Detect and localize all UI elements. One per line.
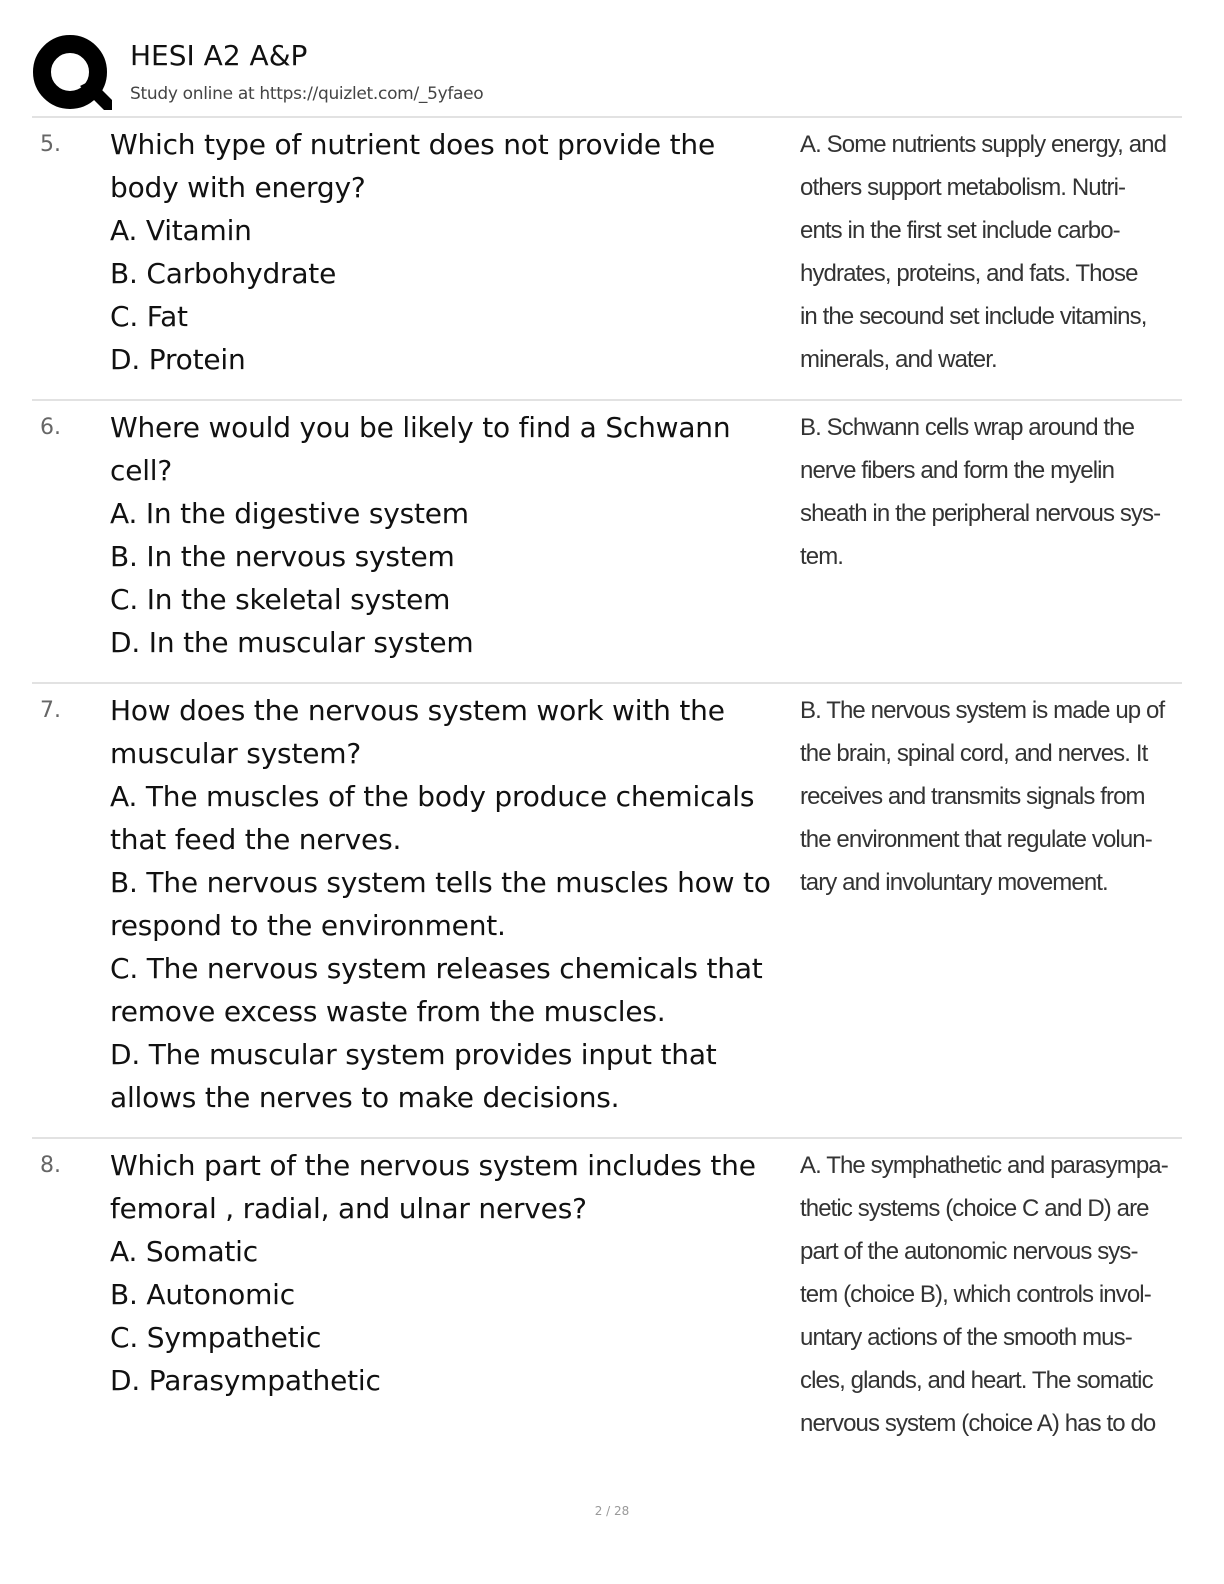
card-term [110,123,800,381]
term-line: femoral , radial, and ulnar nerves? [110,1192,587,1225]
definition-line: nerve fibers and form the myelin [800,457,1115,484]
flashcard-row [32,116,1182,399]
definition-line: A. Some nutrients supply energy, and [800,131,1167,158]
term-line: A. The muscles of the body produce chemicals [110,780,755,813]
page-header [32,30,1182,116]
definition-line: sheath in the peripheral nervous sys- [800,500,1161,527]
definition-line: nervous system (choice A) has to do [800,1410,1156,1437]
term-line: D. Protein [110,343,246,376]
definition-line: others support metabolism. Nutri- [800,174,1126,201]
term-line: B. Autonomic [110,1278,295,1311]
card-number: 6. [40,415,61,440]
term-line: Which part of the nervous system includes the [110,1149,756,1182]
definition-line: B. The nervous system is made up of [800,697,1165,724]
term-line: remove excess waste from the muscles. [110,995,666,1028]
card-definition [800,406,1182,664]
definition-line: thetic systems (choice C and D) are [800,1195,1149,1222]
card-number: 8. [40,1153,61,1178]
term-line: cell? [110,454,173,487]
page-number: 2 / 28 [594,1504,630,1518]
term-line: respond to the environment. [110,909,506,942]
definition-line: ents in the first set include carbo- [800,217,1120,244]
term-line: B. The nervous system tells the muscles how to [110,866,771,899]
card-number: 7. [40,698,61,723]
definition-line: B. Schwann cells wrap around the [800,414,1135,441]
flashcard-list [32,116,1182,1463]
term-line: muscular system? [110,737,361,770]
card-definition [800,123,1182,381]
term-line: D. In the muscular system [110,626,474,659]
term-line: that feed the nerves. [110,823,402,856]
flashcard-row [32,1137,1182,1463]
deck-title: HESI A2 A&P [130,39,308,72]
card-term [110,406,800,664]
definition-line: the brain, spinal cord, and nerves. It [800,740,1148,767]
definition-line: hydrates, proteins, and fats. Those [800,260,1138,287]
term-line: allows the nerves to make decisions. [110,1081,620,1114]
flashcard-row [32,399,1182,682]
card-term [110,689,800,1119]
term-line: Which type of nutrient does not provide the [110,128,715,161]
definition-line: the environment that regulate volun- [800,826,1152,853]
term-line: C. Sympathetic [110,1321,322,1354]
term-line: A. Vitamin [110,214,252,247]
study-online-link[interactable]: Study online at https://quizlet.com/_5yfaeo [130,84,484,104]
term-line: A. Somatic [110,1235,258,1268]
card-definition [800,1144,1182,1445]
quizlet-logo-icon [32,34,112,114]
term-line: C. Fat [110,300,188,333]
card-number: 5. [40,132,61,157]
term-line: C. In the skeletal system [110,583,451,616]
definition-line: receives and transmits signals from [800,783,1145,810]
definition-line: untary actions of the smooth mus- [800,1324,1132,1351]
definition-line: minerals, and water. [800,346,997,373]
term-line: C. The nervous system releases chemicals that [110,952,763,985]
card-term [110,1144,800,1445]
definition-line: in the secound set include vitamins, [800,303,1147,330]
definition-line: tem (choice B), which controls invol- [800,1281,1151,1308]
term-line: How does the nervous system work with the [110,694,725,727]
term-line: Where would you be likely to find a Schwann [110,411,731,444]
definition-line: A. The symphathetic and parasympa- [800,1152,1168,1179]
definition-line: part of the autonomic nervous sys- [800,1238,1138,1265]
definition-line: tem. [800,543,844,570]
term-line: B. In the nervous system [110,540,455,573]
card-definition [800,689,1182,1119]
term-line: A. In the digestive system [110,497,469,530]
definition-line: cles, glands, and heart. The somatic [800,1367,1153,1394]
term-line: body with energy? [110,171,366,204]
term-line: D. Parasympathetic [110,1364,381,1397]
flashcard-row [32,682,1182,1137]
term-line: D. The muscular system provides input that [110,1038,717,1071]
term-line: B. Carbohydrate [110,257,337,290]
definition-line: tary and involuntary movement. [800,869,1108,896]
